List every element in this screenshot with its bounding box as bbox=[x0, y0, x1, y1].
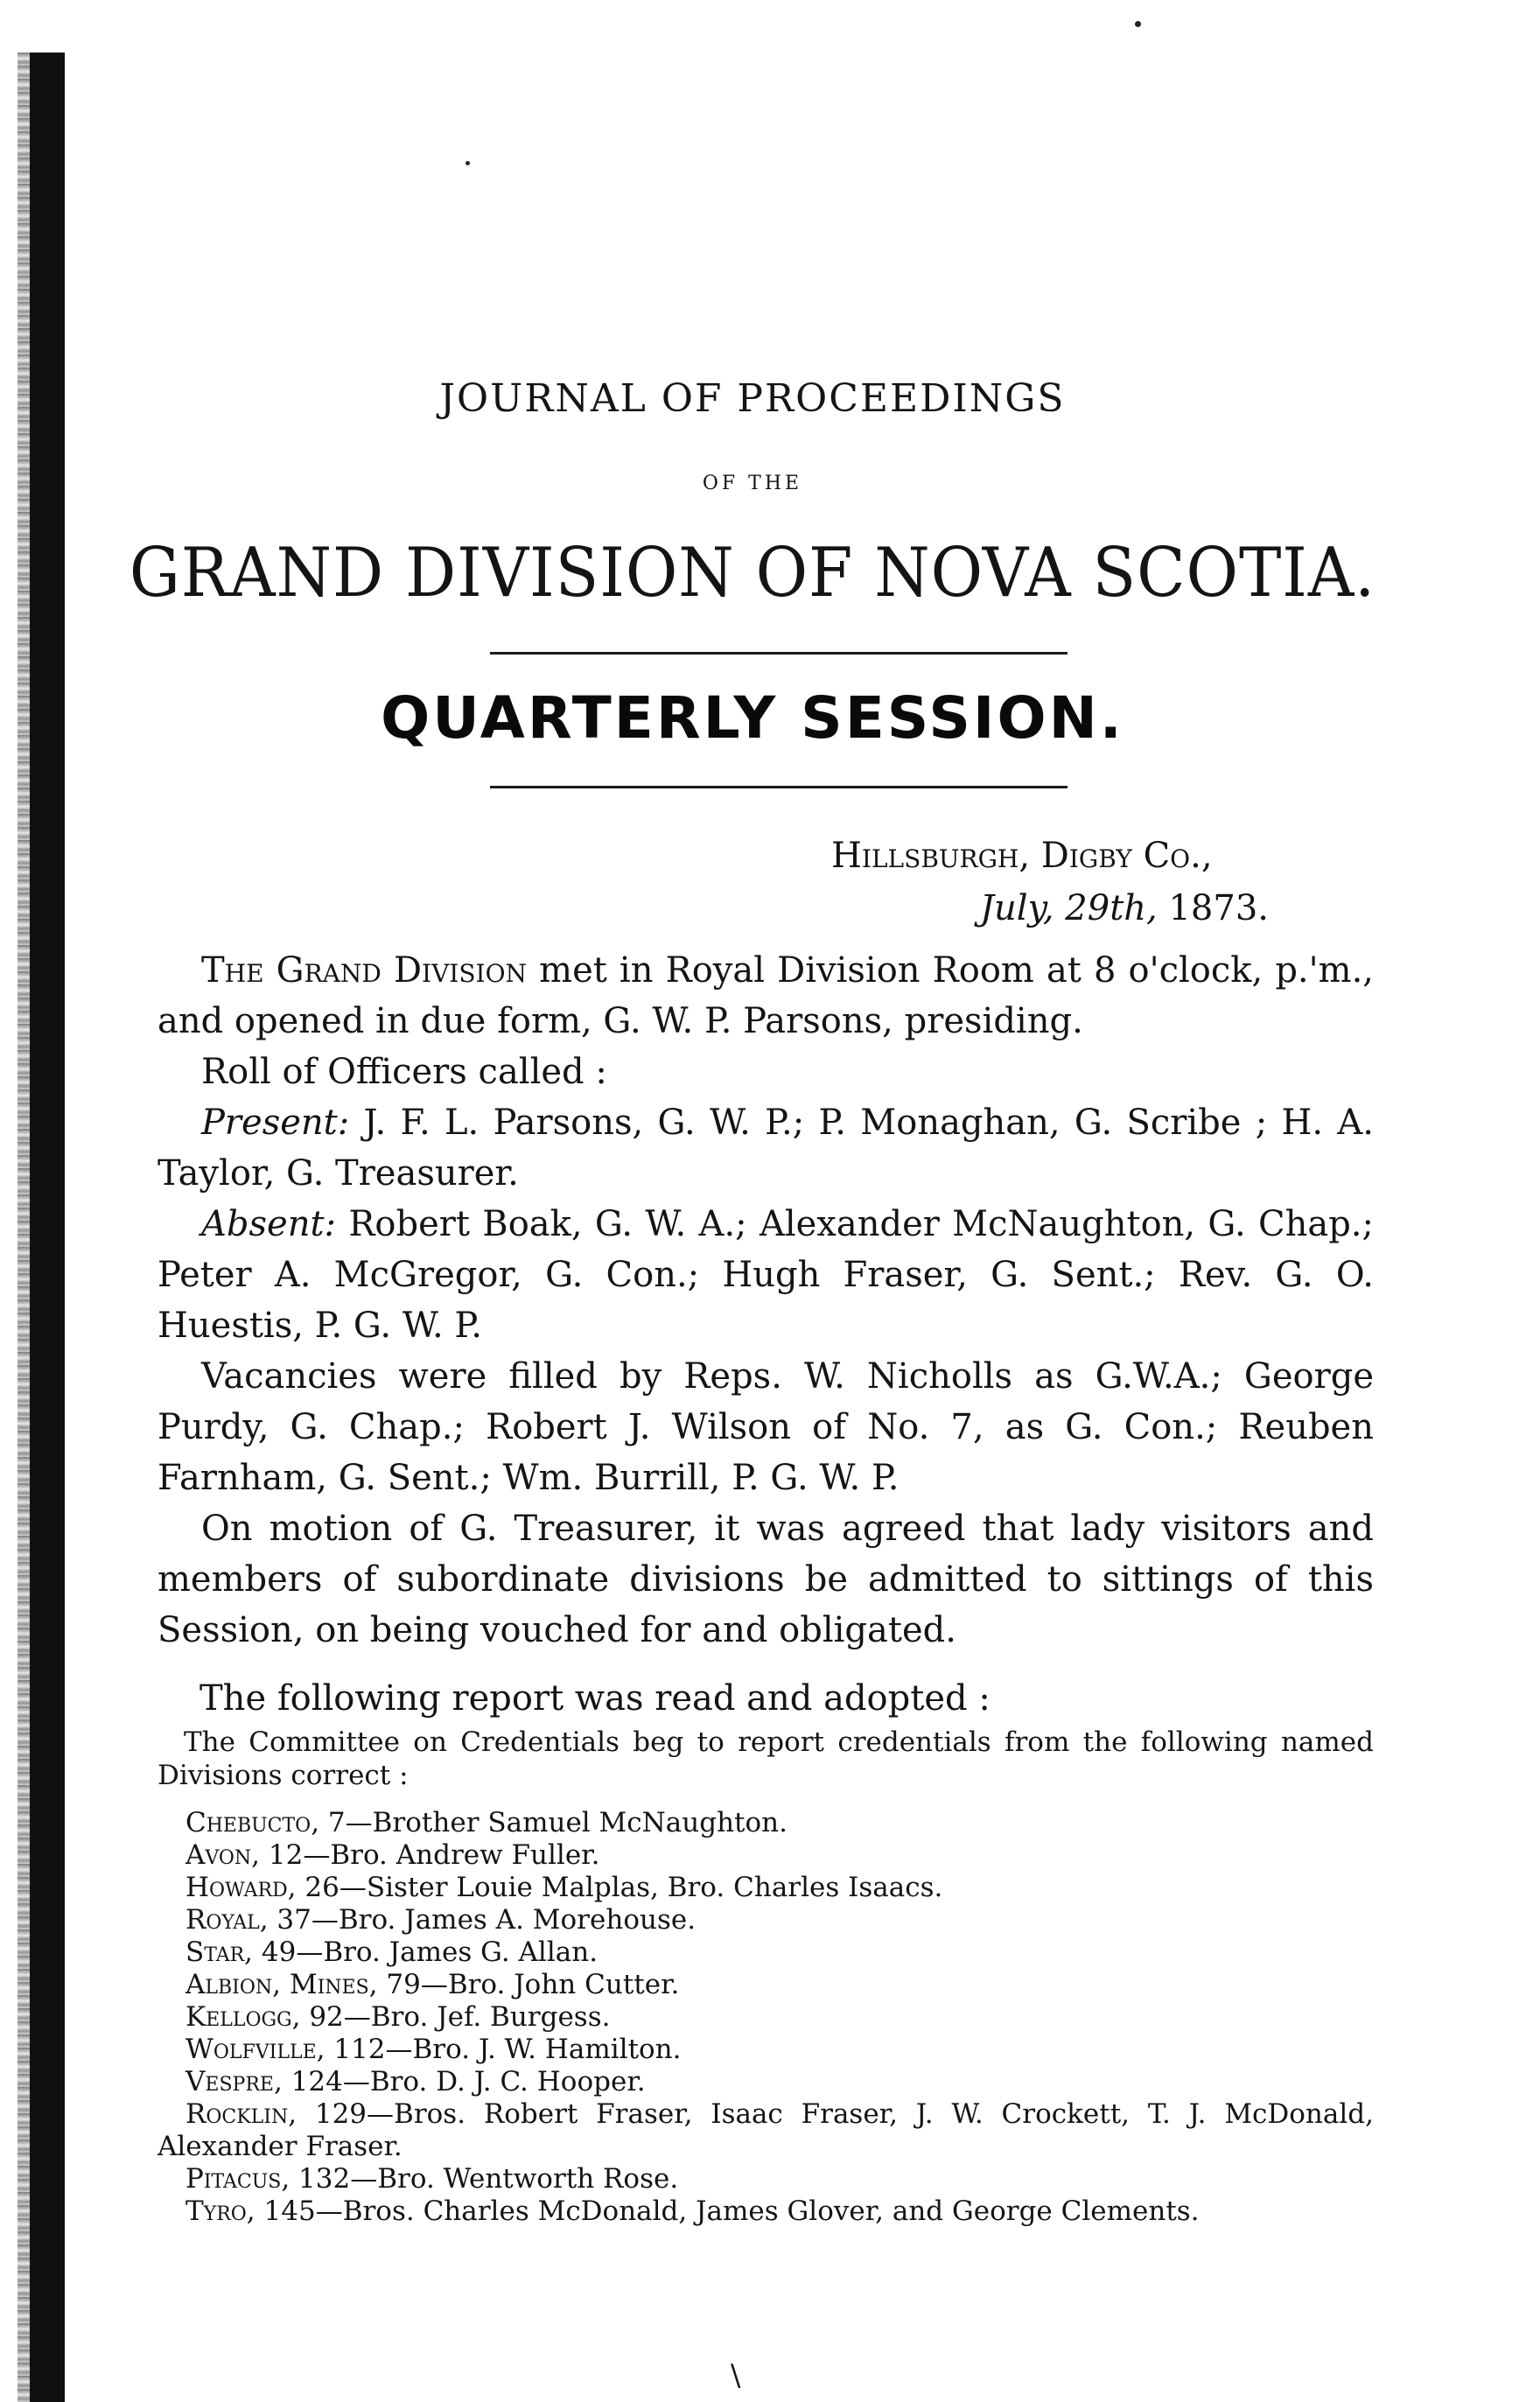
committee-statement: The Committee on Credentials beg to report credentials from the following named Divisions correct : bbox=[158, 1726, 1374, 1791]
delegate-members: —Bro. J. W. Hamilton. bbox=[385, 2034, 682, 2065]
delegate-entry bbox=[158, 2163, 1374, 2195]
delegate-members: —Brother Samuel McNaughton. bbox=[345, 1807, 788, 1838]
delegate-members: —Bro. Wentworth Rose. bbox=[350, 2163, 679, 2195]
delegate-members: —Bro. James G. Allan. bbox=[296, 1936, 598, 1968]
delegate-entry bbox=[158, 1872, 1374, 1904]
paragraph-lead: The Grand Division bbox=[201, 950, 528, 991]
paragraph-lead: Present: bbox=[201, 1103, 350, 1143]
division-name: Royal, 37 bbox=[186, 1904, 312, 1936]
delegate-members: —Bros. Charles McDonald, James Glover, and George Clements. bbox=[315, 2195, 1200, 2227]
minutes-paragraph bbox=[158, 1097, 1374, 1199]
minutes-paragraph bbox=[158, 1047, 1374, 1097]
minutes-body bbox=[158, 945, 1374, 1656]
delegate-list bbox=[158, 1807, 1374, 2228]
journal-title: JOURNAL OF PROCEEDINGS bbox=[439, 376, 1066, 421]
division-name: Kellogg, 92 bbox=[186, 2001, 344, 2033]
session-title: QUARTERLY SESSION. bbox=[381, 684, 1124, 752]
delegate-members: —Bro. James A. Morehouse. bbox=[311, 1904, 696, 1936]
delegate-entry bbox=[158, 2034, 1374, 2066]
delegate-entry bbox=[158, 2195, 1374, 2228]
delegate-entry bbox=[158, 2066, 1374, 2098]
delegate-members: —Bro. Andrew Fuller. bbox=[303, 1839, 600, 1871]
minutes-paragraph bbox=[158, 1199, 1374, 1351]
division-name: Albion, Mines, 79 bbox=[186, 1969, 421, 2000]
minutes-paragraph bbox=[158, 1351, 1374, 1503]
footer-mark: \ bbox=[731, 2358, 741, 2393]
report-intro: The following report was read and adopted : bbox=[200, 1678, 990, 1719]
paragraph-text: Vacancies were filled by Reps. W. Nicholls as G.W.A.; George Purdy, G. Chap.; Robert J. Wilson of No. 7, as G. Con.; Reuben Farnham, G. Sent.; Wm. Burrill, P. G. W. P. bbox=[158, 1356, 1374, 1498]
ink-speck bbox=[1135, 21, 1141, 27]
dateline-month-day: July, 29th, bbox=[980, 888, 1158, 928]
dateline-year: 1873. bbox=[1168, 888, 1269, 928]
delegate-entry bbox=[158, 1969, 1374, 2001]
division-name: Star, 49 bbox=[186, 1936, 297, 1968]
division-name: Wolfville, 112 bbox=[186, 2034, 386, 2065]
paragraph-text: Roll of Officers called : bbox=[201, 1052, 607, 1092]
delegate-members: —Sister Louie Malplas, Bro. Charles Isaacs. bbox=[339, 1872, 943, 1903]
delegate-entry bbox=[158, 1936, 1374, 1969]
division-name: Vespre, 124 bbox=[186, 2066, 343, 2097]
delegate-members: —Bros. Robert Fraser, Isaac Fraser, J. W. Crockett, T. J. McDonald, Alexander Fraser. bbox=[158, 2098, 1374, 2162]
paragraph-text: J. F. L. Parsons, G. W. P.; P. Monaghan, G. Scribe ; H. A. Taylor, G. Treasurer. bbox=[158, 1103, 1374, 1194]
division-name: Avon, 12 bbox=[186, 1839, 304, 1871]
division-name: Tyro, 145 bbox=[186, 2195, 316, 2227]
minutes-paragraph bbox=[158, 945, 1374, 1047]
paragraph-lead: Absent: bbox=[201, 1204, 337, 1244]
delegate-entry bbox=[158, 1904, 1374, 1936]
paragraph-text: met in Royal Division Room at 8 o'clock, p.'m., and opened in due form, G. W. P. Parsons, presiding. bbox=[158, 950, 1375, 1041]
title-rule-top bbox=[490, 652, 1068, 655]
division-name: Chebucto, 7 bbox=[186, 1807, 346, 1838]
delegate-entry bbox=[158, 1839, 1374, 1872]
delegate-members: —Bro. John Cutter. bbox=[420, 1969, 680, 2000]
delegate-entry bbox=[158, 1807, 1374, 1839]
title-rule-bottom bbox=[490, 786, 1068, 788]
division-name: Howard, 26 bbox=[186, 1872, 340, 1903]
paragraph-text: Robert Boak, G. W. A.; Alexander McNaughton, G. Chap.; Peter A. McGregor, G. Con.; Hugh Fraser, G. Sent.; Rev. G. O. Huestis, P. G. W. P. bbox=[158, 1204, 1374, 1346]
division-title: GRAND DIVISION OF NOVA SCOTIA. bbox=[129, 534, 1376, 613]
of-the-subtitle: OF THE bbox=[702, 473, 803, 494]
ink-speck bbox=[466, 161, 470, 165]
delegate-entry bbox=[158, 2098, 1374, 2163]
minutes-paragraph bbox=[158, 1503, 1374, 1656]
division-name: Rocklin, 129 bbox=[186, 2098, 368, 2130]
delegate-members: —Bro. D. J. C. Hooper. bbox=[342, 2066, 646, 2097]
binding-edge-shadow bbox=[30, 53, 65, 2402]
delegate-members: —Bro. Jef. Burgess. bbox=[343, 2001, 611, 2033]
dateline-date bbox=[980, 888, 1269, 928]
paragraph-text: On motion of G. Treasurer, it was agreed that lady visitors and members of subordinate divisions be admitted to sittings of this Session, on being vouched for and obligated. bbox=[158, 1509, 1374, 1650]
dateline-place: Hillsburgh, Digby Co., bbox=[831, 836, 1213, 876]
delegate-entry bbox=[158, 2001, 1374, 2034]
division-name: Pitacus, 132 bbox=[186, 2163, 351, 2195]
